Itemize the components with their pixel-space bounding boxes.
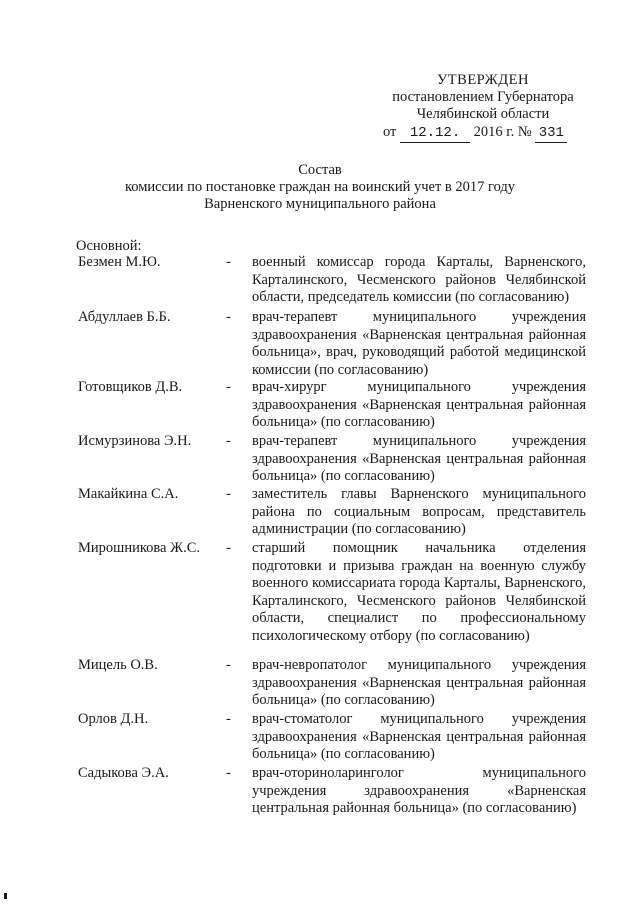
member-role: заместитель главы Варненского муниципального района по социальным вопросам, представитель администрации (по согласованию) xyxy=(252,486,586,537)
member-role: врач-терапевт муниципального учреждения здравоохранения «Варненская центральная районная больница» (по согласованию) xyxy=(252,433,586,484)
member-dash: - xyxy=(226,379,231,395)
member-dash: - xyxy=(226,433,231,449)
approval-date: 12.12. xyxy=(400,125,470,143)
member-name: Орлов Д.Н. xyxy=(78,711,149,727)
section-label: Основной: xyxy=(76,238,142,254)
approval-year-text: 2016 г. № xyxy=(473,124,532,140)
member-role: военный комиссар города Карталы, Варненского, Карталинского, Чесменского районов Челябинской области, председатель комиссии (по согласованию) xyxy=(252,254,586,305)
member-name: Исмурзинова Э.Н. xyxy=(78,433,192,449)
member-role: старший помощник начальника отделения подготовки и призыва граждан на военную службу военного комиссариата города Карталы, Варненского, Карталинского, Чесменского районов Челябинской области, специалист по профессиональному психологическому отбору (по согласованию) xyxy=(252,540,586,644)
member-name: Макайкина С.А. xyxy=(78,486,179,502)
member-role: врач-невропатолог муниципального учреждения здравоохранения «Варненская центральная районная больница» (по согласованию) xyxy=(252,657,586,708)
approval-number: 331 xyxy=(535,125,567,143)
heading-line-1: Состав xyxy=(298,162,342,178)
member-name: Мицель О.В. xyxy=(78,657,158,673)
member-dash: - xyxy=(226,711,231,727)
member-role: врач-терапевт муниципального учреждения здравоохранения «Варненская центральная районная больница», врач, руководящий работой медицинской комиссии (по согласованию) xyxy=(252,309,586,378)
member-dash: - xyxy=(226,486,231,502)
member-name: Абдуллаев Б.Б. xyxy=(78,309,171,325)
member-dash: - xyxy=(226,657,231,673)
member-role: врач-хирург муниципального учреждения здравоохранения «Варненская центральная районная больница» (по согласованию) xyxy=(252,379,586,430)
member-dash: - xyxy=(226,309,231,325)
approval-from-label: от xyxy=(383,124,397,140)
member-name: Готовщиков Д.В. xyxy=(78,379,183,395)
member-dash: - xyxy=(226,540,231,556)
member-dash: - xyxy=(226,254,231,270)
heading-line-3: Варненского муниципального района xyxy=(204,196,436,212)
member-role: врач-стоматолог муниципального учреждения здравоохранения «Варненская центральная районная больница» (по согласованию) xyxy=(252,711,586,762)
member-name: Мирошникова Ж.С. xyxy=(78,540,201,556)
approval-line-2: Челябинской области xyxy=(416,106,550,122)
approval-stamp xyxy=(383,72,583,143)
approval-title: УТВЕРЖДЕН xyxy=(437,72,529,88)
approval-line-1: постановлением Губернатора xyxy=(392,89,574,105)
member-role: врач-оториноларинголог муниципального учреждения здравоохранения «Варненская центральная районная больница» (по согласованию) xyxy=(252,765,586,816)
scan-mark xyxy=(4,893,7,899)
member-dash: - xyxy=(226,765,231,781)
heading-line-2: комиссии по постановке граждан на воинский учет в 2017 году xyxy=(124,179,516,195)
approval-date-line xyxy=(383,124,583,143)
member-name: Садыкова Э.А. xyxy=(78,765,169,781)
document-heading xyxy=(0,162,640,213)
member-name: Безмен М.Ю. xyxy=(78,254,161,270)
